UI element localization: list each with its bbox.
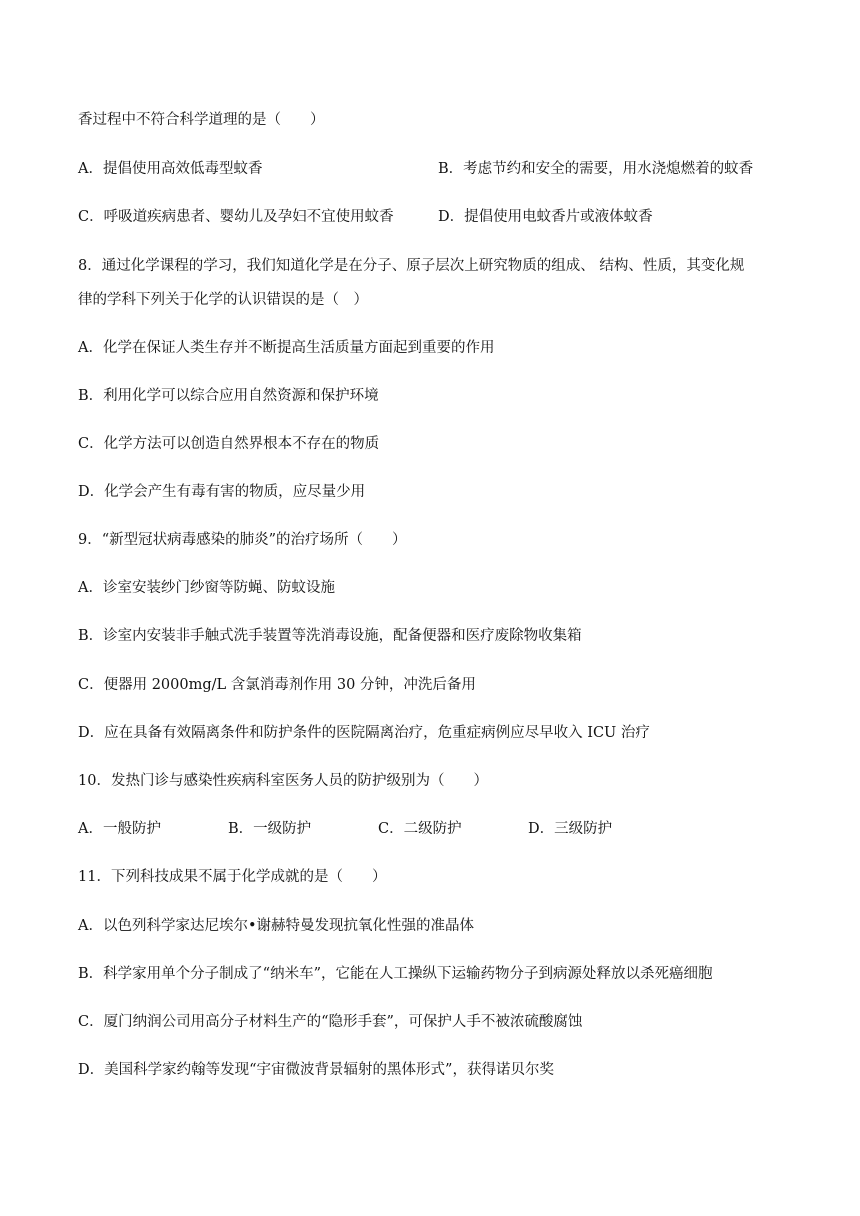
q9-stem: 9．“新型冠状病毒感染的肺炎”的治疗场所（ ） xyxy=(78,532,407,548)
q8-option-c: C．化学方法可以创造自然界根本不存在的物质 xyxy=(78,436,380,452)
q8-option-b: B．利用化学可以综合应用自然资源和保护环境 xyxy=(78,388,379,404)
q9-option-b: B．诊室内安装非手触式洗手装置等洗消毒设施，配备便器和医疗废除物收集箱 xyxy=(78,628,582,644)
q11-option-a: A．以色列科学家达尼埃尔•谢赫特曼发现抗氧化性强的准晶体 xyxy=(78,918,475,934)
q7-option-a: A．提倡使用高效低毒型蚊香 xyxy=(78,161,263,177)
q8-stem-line1: 8．通过化学课程的学习，我们知道化学是在分子、原子层次上研究物质的组成、 结构、性质，其变化规 xyxy=(78,258,745,274)
q11-option-c: C．厦门纳润公司用高分子材料生产的“隐形手套”，可保护人手不被浓硫酸腐蚀 xyxy=(78,1014,583,1030)
q10-option-d: D．三级防护 xyxy=(528,821,613,837)
q11-option-b: B．科学家用单个分子制成了“纳米车”，它能在人工操纵下运输药物分子到病源处释放以杀死癌细胞 xyxy=(78,966,713,982)
q7-option-d: D．提倡使用电蚊香片或液体蚊香 xyxy=(438,209,653,225)
q8-option-d: D．化学会产生有毒有害的物质，应尽量少用 xyxy=(78,484,366,500)
q8-stem-line2: 律的学科下列关于化学的认识错误的是（ ） xyxy=(78,292,368,308)
q11-stem: 11．下列科技成果不属于化学成就的是（ ） xyxy=(78,869,387,885)
q10-stem: 10．发热门诊与感染性疾病科室医务人员的防护级别为（ ） xyxy=(78,773,488,789)
q9-option-a: A．诊室安装纱门纱窗等防蝇、防蚊设施 xyxy=(78,580,335,596)
q10-option-a: A．一般防护 xyxy=(78,821,161,837)
q10-option-b: B．一级防护 xyxy=(228,821,312,837)
q9-option-d: D．应在具备有效隔离条件和防护条件的医院隔离治疗，危重症病例应尽早收入 ICU 治疗 xyxy=(78,725,650,741)
q11-option-d: D．美国科学家约翰等发现“宇宙微波背景辐射的黑体形式”，获得诺贝尔奖 xyxy=(78,1062,554,1078)
q7-option-c: C．呼吸道疾病患者、婴幼儿及孕妇不宜使用蚊香 xyxy=(78,209,394,225)
q7-option-b: B．考虑节约和安全的需要，用水浇熄燃着的蚊香 xyxy=(438,161,754,177)
q9-option-c: C．便器用 2000mg/L 含氯消毒剂作用 30 分钟，冲洗后备用 xyxy=(78,677,476,693)
q7-stem-tail: 香过程中不符合科学道理的是（ ） xyxy=(78,112,325,128)
q10-option-c: C．二级防护 xyxy=(378,821,462,837)
q8-option-a: A．化学在保证人类生存并不断提高生活质量方面起到重要的作用 xyxy=(78,340,495,356)
